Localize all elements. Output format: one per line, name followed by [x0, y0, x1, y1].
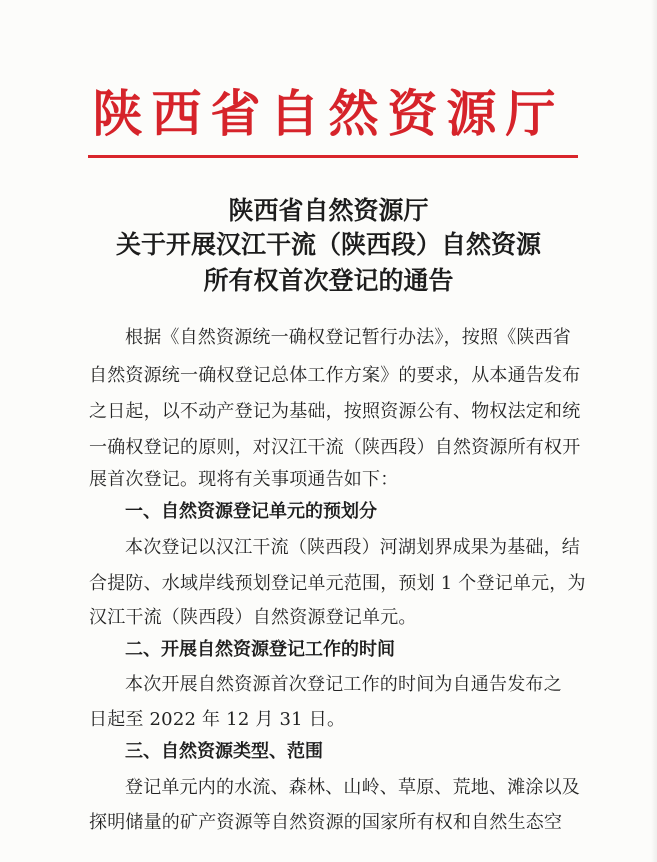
notice-title-line-1: 陕西省自然资源厅	[228, 196, 429, 225]
intro-line-2: 自然资源统一确权登记总体工作方案》的要求，从本通告发布	[89, 365, 581, 386]
section-3-line-1: 登记单元内的水流、森林、山岭、草原、荒地、滩涂以及	[125, 777, 580, 798]
section-2-heading: 二、开展自然资源登记工作的时间	[125, 639, 395, 660]
section-1-line-3: 汉江干流（陕西段）自然资源登记单元。	[89, 607, 417, 628]
section-1-line-2: 合提防、水域岸线预划登记单元范围，预划 1 个登记单元，为	[89, 573, 586, 594]
section-2-line-2: 日起至 2022 年 12 月 31 日。	[89, 709, 346, 730]
section-1-heading: 一、自然资源登记单元的预划分	[125, 501, 377, 522]
section-3-line-2: 探明储量的矿产资源等自然资源的国家所有权和自然生态空	[89, 812, 563, 833]
section-2-line-1: 本次开展自然资源首次登记工作的时间为自通告发布之	[125, 674, 562, 695]
intro-line-1: 根据《自然资源统一确权登记暂行办法》，按照《陕西省	[125, 327, 571, 348]
section-3-heading: 三、自然资源类型、范围	[125, 741, 323, 762]
notice-title-line-3: 所有权首次登记的通告	[203, 266, 454, 295]
masthead-red-rule	[88, 155, 578, 158]
masthead-title: 陕西省自然资源厅	[92, 84, 565, 143]
scan-edge-shadow	[651, 0, 657, 862]
intro-line-5: 展首次登记。现将有关事项通告如下：	[89, 469, 399, 490]
intro-line-3: 之日起，以不动产登记为基础，按照资源公有、物权法定和统	[89, 401, 581, 422]
intro-line-4: 一确权登记的原则，对汉江干流（陕西段）自然资源所有权开	[89, 437, 581, 458]
section-1-line-1: 本次登记以汉江干流（陕西段）河湖划界成果为基础，结	[125, 537, 580, 558]
notice-title-line-2: 关于开展汉江干流（陕西段）自然资源	[115, 230, 541, 259]
